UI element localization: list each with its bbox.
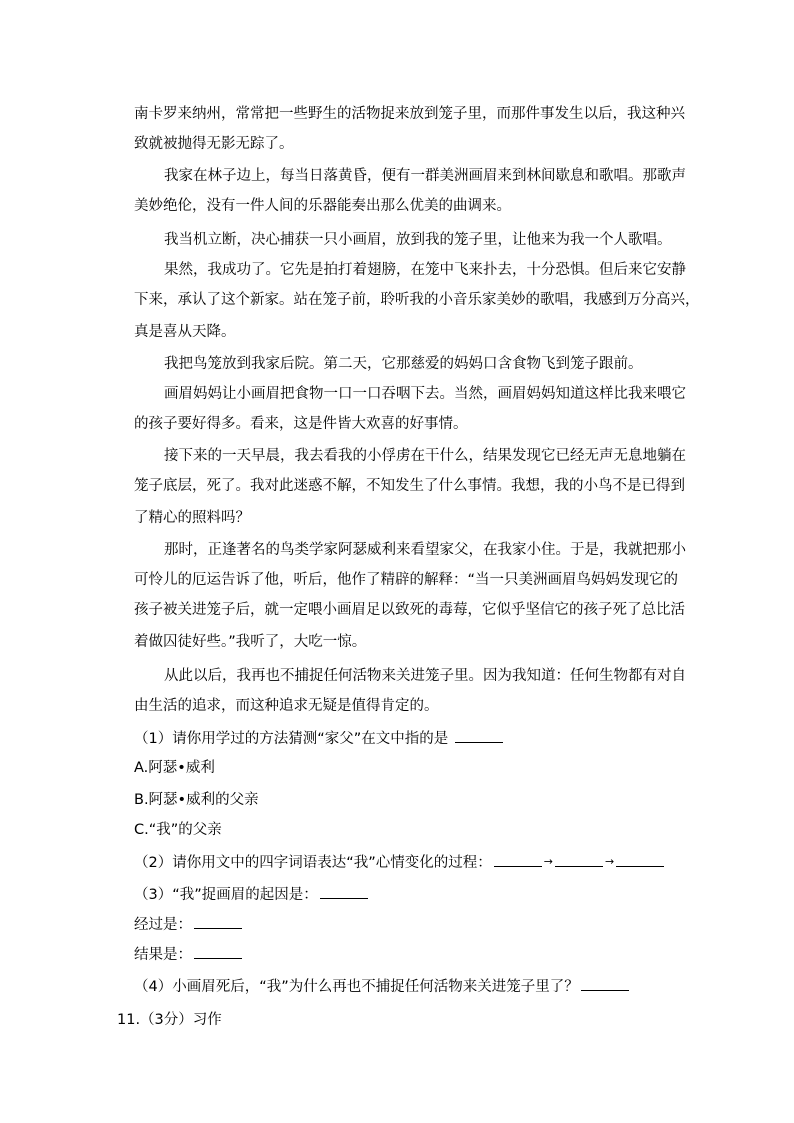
passage-line: 接下来的一天早晨，我去看我的小俘虏在干什么，结果发现它已经无声无息地躺在 bbox=[164, 448, 686, 464]
question-2 bbox=[134, 852, 666, 872]
answer-blank[interactable] bbox=[494, 852, 542, 867]
passage-line: 我当机立断，决心捕获一只小画眉，放到我的笼子里，让他来为我一个人歌唱。 bbox=[164, 232, 672, 248]
option-c: C.“我”的父亲 bbox=[134, 822, 222, 838]
passage-line: 了精心的照料吗？ bbox=[134, 510, 250, 526]
question-4 bbox=[134, 976, 631, 996]
question-3 bbox=[134, 884, 370, 904]
passage-line: 从此以后，我再也不捕捉任何活物来关进笼子里。因为我知道：任何生物都有对自 bbox=[164, 668, 686, 684]
process-label: 经过是： bbox=[134, 917, 192, 933]
passage-line: 果然，我成功了。它先是拍打着翅膀，在笼中飞来扑去，十分恐惧。但后来它安静 bbox=[164, 262, 686, 278]
arrow-icon: → bbox=[604, 855, 615, 868]
result-label: 结果是： bbox=[134, 947, 192, 963]
answer-blank[interactable] bbox=[455, 728, 503, 743]
passage-line: 南卡罗来纳州，常常把一些野生的活物捉来放到笼子里，而那件事发生以后，我这种兴 bbox=[134, 106, 685, 122]
answer-blank[interactable] bbox=[194, 944, 242, 959]
passage-line: 真是喜从天降。 bbox=[134, 324, 236, 340]
question-1 bbox=[134, 728, 505, 748]
arrow-icon: → bbox=[543, 855, 553, 868]
question-3-result bbox=[134, 944, 244, 964]
passage-line: 美妙绝伦，没有一件人间的乐器能奏出那么优美的曲调来。 bbox=[134, 198, 511, 214]
question-2-text: （2）请你用文中的四字词语表达“我”心情变化的过程： bbox=[134, 855, 492, 871]
option-b: B.阿瑟•威利的父亲 bbox=[134, 792, 259, 808]
answer-blank[interactable] bbox=[555, 852, 603, 867]
passage-line: 着做囚徒好些。”我听了，大吃一惊。 bbox=[134, 634, 367, 650]
passage-line: 致就被抛得无影无踪了。 bbox=[134, 136, 294, 152]
passage-line: 下来，承认了这个新家。站在笼子前，聆听我的小音乐家美妙的歌唱，我感到万分高兴， bbox=[134, 292, 700, 308]
question-1-text: （1）请你用学过的方法猜测“家父”在文中指的是 bbox=[134, 731, 449, 747]
passage-line: 那时，正逢著名的鸟类学家阿瑟威利来看望家父，在我家小住。于是，我就把那小 bbox=[164, 542, 686, 558]
passage-line: 我把鸟笼放到我家后院。第二天，它那慈爱的妈妈口含食物飞到笼子跟前。 bbox=[164, 356, 643, 372]
answer-blank[interactable] bbox=[320, 884, 368, 899]
option-a: A.阿瑟•威利 bbox=[134, 760, 215, 776]
question-3-process bbox=[134, 914, 244, 934]
passage-line: 我家在林子边上，每当日落黄昏，便有一群美洲画眉来到林间歇息和歌唱。那歌声 bbox=[164, 168, 686, 184]
question-11-heading: 11.（3分）习作 bbox=[117, 1012, 222, 1028]
passage-line: 笼子底层，死了。我对此迷惑不解，不知发生了什么事情。我想，我的小鸟不是已得到 bbox=[134, 478, 685, 494]
passage-line: 的孩子要好得多。看来，这是件皆大欢喜的好事情。 bbox=[134, 416, 468, 432]
passage-line: 由生活的追求，而这种追求无疑是值得肯定的。 bbox=[134, 698, 439, 714]
answer-blank[interactable] bbox=[616, 852, 664, 867]
answer-blank[interactable] bbox=[581, 976, 629, 991]
passage-line: 可怜儿的厄运告诉了他，听后，他作了精辟的解释：“当一只美洲画眉鸟妈妈发现它的 bbox=[134, 572, 679, 588]
passage-line: 画眉妈妈让小画眉把食物一口一口吞咽下去。当然，画眉妈妈知道这样比我来喂它 bbox=[164, 386, 686, 402]
passage-line: 孩子被关进笼子后，就一定喂小画眉足以致死的毒莓，它似乎坚信它的孩子死了总比活 bbox=[134, 602, 685, 618]
question-3-text: （3）“我”捉画眉的起因是： bbox=[134, 887, 318, 903]
question-4-text: （4）小画眉死后，“我”为什么再也不捕捉任何活物来关进笼子里了？ bbox=[134, 979, 579, 995]
answer-blank[interactable] bbox=[194, 914, 242, 929]
